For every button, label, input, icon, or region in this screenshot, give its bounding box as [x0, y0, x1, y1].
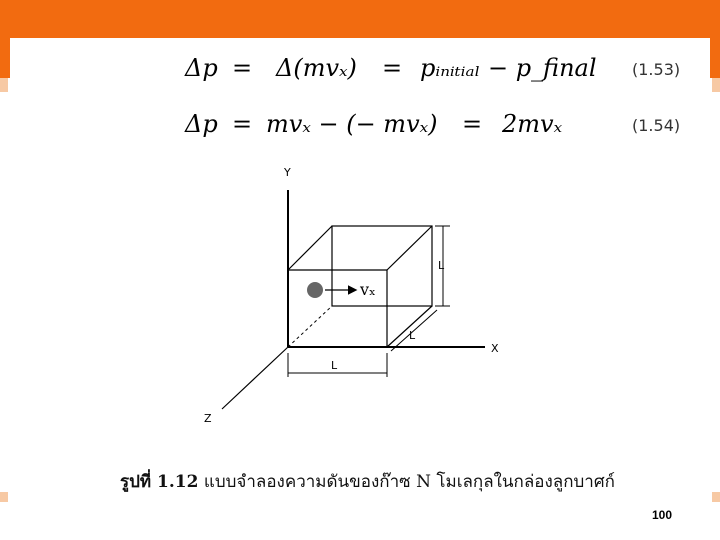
edge-label-l: L	[409, 329, 416, 342]
eq-equals: =	[232, 54, 253, 82]
figure-caption	[120, 468, 640, 495]
equation-1-53	[10, 54, 710, 94]
decorative-strip	[0, 78, 8, 92]
eq-rhs: pᵢₙᵢₜᵢₐₗ − p_final	[420, 54, 597, 82]
equation-number: (1.53)	[632, 60, 681, 79]
cube-diagram	[180, 155, 540, 435]
eq-lhs: Δp	[185, 54, 218, 82]
eq-middle: mvₓ − (− mvₓ)	[266, 110, 438, 138]
decorative-strip	[712, 492, 720, 502]
edge-label-l: L	[438, 259, 445, 272]
gas-molecule	[307, 282, 323, 298]
cube-back-face	[332, 226, 432, 306]
edge-label-l: L	[331, 359, 338, 372]
velocity-label: vₓ	[360, 280, 376, 299]
equation-1-54	[10, 110, 710, 150]
eq-lhs: Δp	[185, 110, 218, 138]
z-axis	[222, 347, 288, 409]
eq-rhs: 2mvₓ	[502, 110, 563, 138]
cube-edge	[288, 226, 332, 270]
cube-edge	[387, 226, 432, 270]
axis-label-y: Y	[284, 166, 291, 179]
axis-label-z: Z	[204, 412, 212, 425]
equation-number: (1.54)	[632, 116, 681, 135]
eq-middle: Δ(mvₓ)	[276, 54, 357, 82]
decorative-strip	[0, 492, 8, 502]
eq-equals: =	[232, 110, 253, 138]
figure-number: รูปที่ 1.12	[120, 472, 199, 492]
eq-equals: =	[462, 110, 483, 138]
cube-hidden-edge	[288, 306, 332, 347]
caption-text: แบบจำลองความดันของก๊าซ N โมเลกุลในกล่องลูกบาศก์	[198, 472, 615, 492]
eq-equals: =	[382, 54, 403, 82]
axis-label-x: X	[491, 342, 499, 355]
page-number: 100	[652, 508, 673, 522]
decorative-strip	[712, 78, 720, 92]
